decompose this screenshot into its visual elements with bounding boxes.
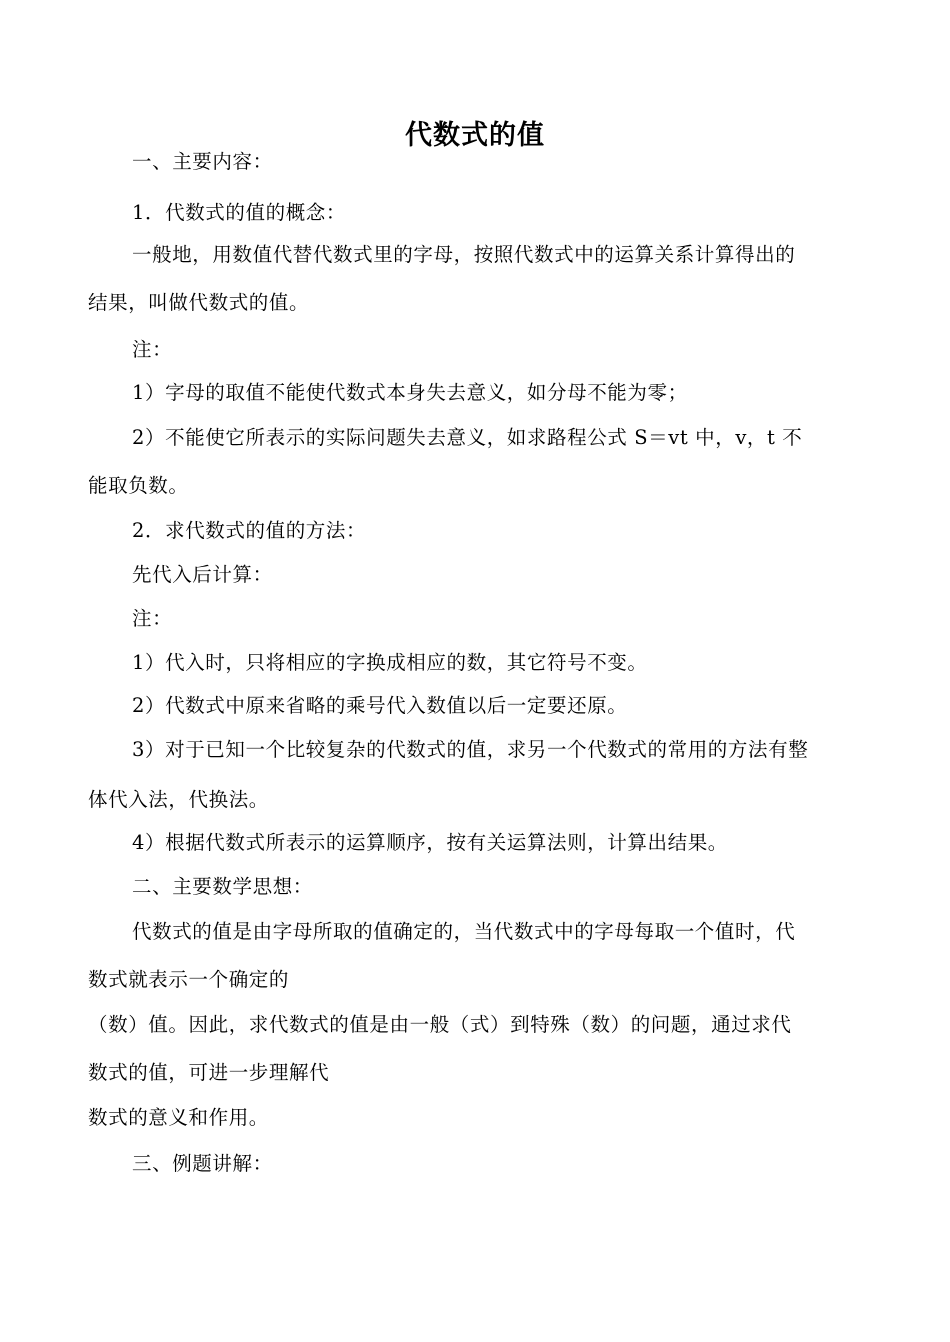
- paragraph-definition-line-2: 结果，叫做代数式的值。: [88, 291, 310, 314]
- thought-paragraph-line-4: 数式的值，可进一步理解代: [88, 1061, 330, 1084]
- method-note-3-line-1: 3）对于已知一个比较复杂的代数式的值，求另一个代数式的常用的方法有整: [132, 738, 809, 761]
- method-text: 先代入后计算：: [132, 563, 273, 586]
- paragraph-definition-line-1: 一般地，用数值代替代数式里的字母，按照代数式中的运算关系计算得出的: [132, 243, 796, 266]
- note-item-2-line-2: 能取负数。: [88, 474, 189, 497]
- thought-paragraph-line-3: （数）值。因此，求代数式的值是由一般（式）到特殊（数）的问题，通过求代: [88, 1013, 792, 1036]
- section-heading-main-content: 一、主要内容：: [132, 150, 273, 173]
- note-label: 注：: [132, 338, 173, 361]
- thought-paragraph-line-5: 数式的意义和作用。: [88, 1106, 269, 1129]
- subheading-concept: 1．代数式的值的概念：: [132, 201, 347, 224]
- subheading-method: 2．求代数式的值的方法：: [132, 519, 367, 542]
- thought-paragraph-line-1: 代数式的值是由字母所取的值确定的，当代数式中的字母每取一个值时，代: [132, 920, 796, 943]
- thought-paragraph-line-2: 数式就表示一个确定的: [88, 968, 290, 991]
- section-heading-examples: 三、例题讲解：: [132, 1152, 273, 1175]
- note-item-1: 1）字母的取值不能使代数式本身失去意义，如分母不能为零；: [132, 381, 688, 404]
- note-item-2-line-1: 2）不能使它所表示的实际问题失去意义，如求路程公式 S＝vt 中，v，t 不: [132, 426, 803, 449]
- document-title: 代数式的值: [405, 120, 545, 151]
- method-note-4: 4）根据代数式所表示的运算顺序，按有关运算法则，计算出结果。: [132, 831, 728, 854]
- note-label-2: 注：: [132, 607, 173, 630]
- method-note-3-line-2: 体代入法，代换法。: [88, 788, 269, 811]
- method-note-1: 1）代入时，只将相应的字换成相应的数，其它符号不变。: [132, 651, 648, 674]
- section-heading-math-thought: 二、主要数学思想：: [132, 875, 313, 898]
- method-note-2: 2）代数式中原来省略的乘号代入数值以后一定要还原。: [132, 694, 628, 717]
